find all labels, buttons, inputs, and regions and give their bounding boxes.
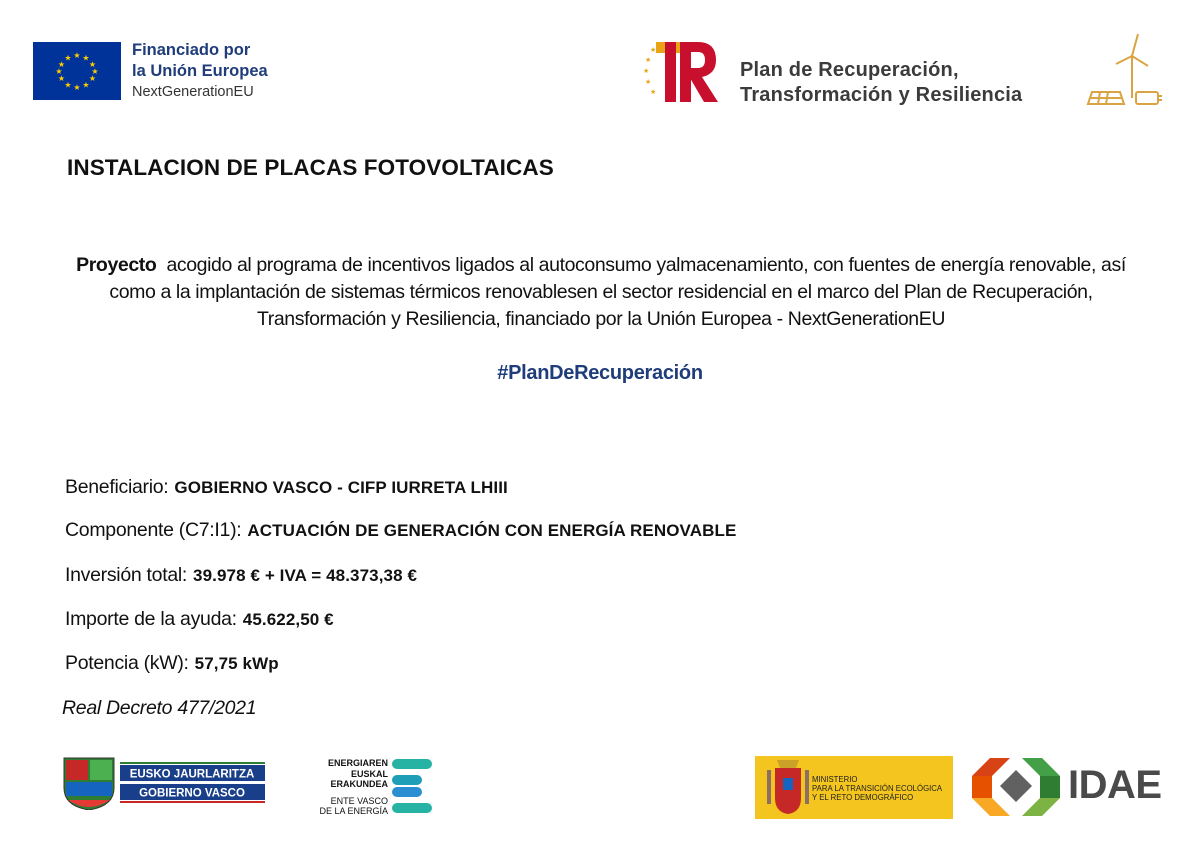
svg-text:★: ★ — [57, 60, 66, 69]
basque-government-logo — [60, 756, 265, 810]
eve-e-icon — [390, 757, 434, 815]
basque-line-2: GOBIERNO VASCO — [139, 787, 245, 800]
beneficiary-row — [65, 476, 508, 499]
intro-bold-label: Proyecto — [76, 254, 157, 276]
svg-text:★: ★ — [82, 53, 90, 63]
component-row — [65, 519, 736, 542]
eu-flag-icon — [33, 42, 121, 100]
field-label: Inversión total: — [65, 564, 188, 586]
svg-text:★: ★ — [88, 74, 97, 83]
eu-line-1: Financiado por — [132, 41, 251, 59]
plan-recuperacion-label — [740, 58, 1022, 108]
field-value: ACTUACIÓN DE GENERACIÓN CON ENERGÍA RENOVABLE — [247, 521, 737, 540]
svg-text:★: ★ — [650, 88, 657, 96]
svg-text:★: ★ — [645, 78, 652, 86]
intro-text: acogido al programa de incentivos ligados al autoconsumo yalmacenamiento, con fuentes de energía renovable, así como a la implantación de sistemas térmicos renovablesen el sector residencial en el marco del Plan de Recuperación, Transformación y Resiliencia, financiado por la Unión Europea - NextGenerationEU — [109, 254, 1126, 330]
field-label: Importe de la ayuda: — [65, 608, 237, 630]
svg-text:★: ★ — [55, 67, 63, 76]
project-description — [60, 252, 1142, 333]
svg-text:★: ★ — [650, 46, 657, 54]
eve-line-2: EUSKAL ERAKUNDEA — [330, 768, 388, 789]
eve-line-3: ENTE VASCO — [330, 795, 388, 806]
svg-text:★: ★ — [64, 53, 72, 63]
total-investment-row — [65, 564, 417, 587]
plan-line-1: Plan de Recuperación, — [740, 59, 959, 81]
field-label: Potencia (kW): — [65, 652, 189, 674]
ministry-line-2: PARA LA TRANSICIÓN ECOLÓGICA — [812, 783, 943, 793]
svg-text:★: ★ — [643, 67, 650, 75]
eve-line-4: DE LA ENERGÍA — [319, 806, 388, 816]
svg-text:★: ★ — [64, 80, 72, 90]
field-value: GOBIERNO VASCO - CIFP IURRETA LHIII — [174, 478, 508, 497]
eu-funding-label — [132, 40, 268, 103]
svg-text:★: ★ — [73, 51, 81, 60]
field-value: 39.978 € + IVA = 48.373,38 € — [193, 566, 418, 585]
eve-line-1: ENERGIAREN — [327, 758, 388, 768]
svg-text:★: ★ — [88, 60, 97, 69]
idae-knot-icon — [970, 756, 1062, 818]
eve-label — [300, 758, 388, 817]
field-value: 57,75 kWp — [194, 654, 279, 673]
svg-text:★: ★ — [645, 56, 652, 64]
aid-amount-row — [65, 608, 334, 631]
svg-text:★: ★ — [73, 83, 81, 92]
plan-line-2: Transformación y Resiliencia — [740, 84, 1023, 106]
basque-line-1: EUSKO JAURLARITZA — [129, 768, 255, 781]
svg-text:★: ★ — [82, 80, 90, 90]
hashtag: #PlanDeRecuperación — [497, 362, 703, 384]
field-value: 45.622,50 € — [242, 610, 334, 629]
decree-reference: Real Decreto 477/2021 — [62, 697, 257, 719]
eu-line-2: la Unión Europea — [132, 62, 268, 80]
wind-solar-icon — [1082, 32, 1164, 110]
ministry-line-3: Y EL RETO DEMOGRÁFICO — [812, 792, 914, 802]
svg-text:★: ★ — [91, 67, 99, 76]
tr-logo-icon — [640, 38, 722, 104]
ministry-label — [812, 776, 942, 802]
field-label: Beneficiario: — [65, 476, 169, 498]
idae-label: IDAE — [1068, 763, 1162, 807]
svg-text:★: ★ — [57, 74, 66, 83]
power-row — [65, 652, 279, 675]
ministry-line-1: MINISTERIO — [812, 775, 858, 784]
field-label: Componente (C7:I1): — [65, 519, 242, 541]
document-title: INSTALACION DE PLACAS FOTOVOLTAICAS — [67, 155, 554, 180]
eu-line-3: NextGenerationEU — [132, 84, 254, 100]
